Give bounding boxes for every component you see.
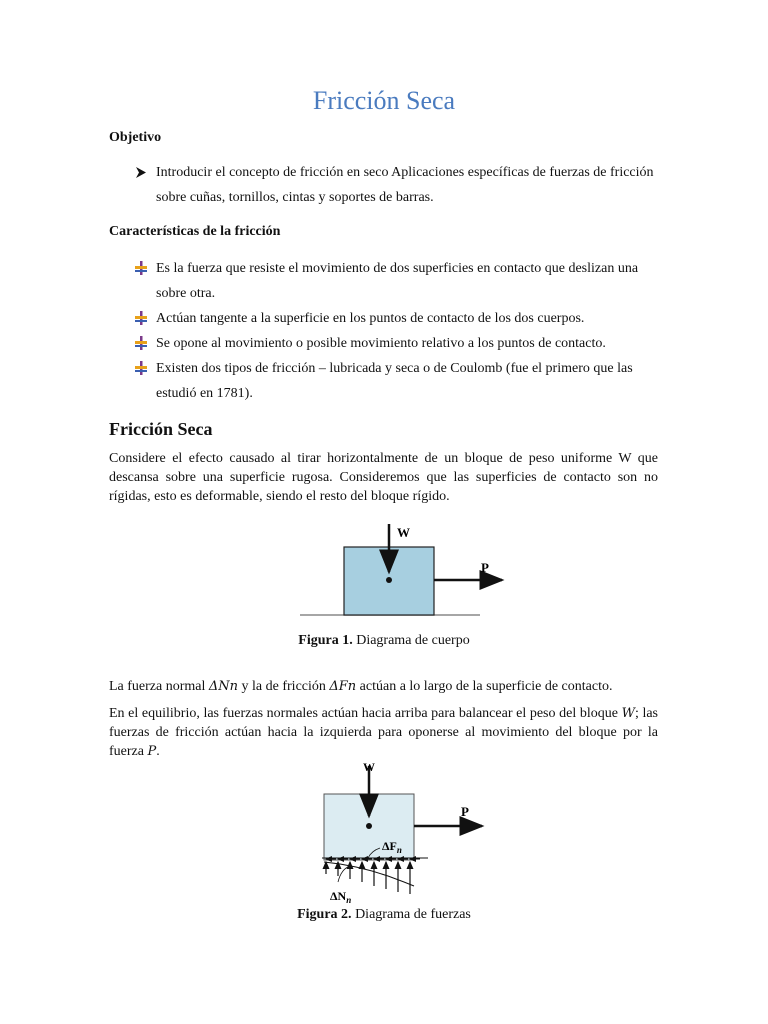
list-item [133,306,663,331]
objetivo-bullet-text: Introducir el concepto de fricción en seco Aplicaciones específicas de fuerzas de fricción sobre cuñas, tornillos, cintas y soportes de barras. [156,165,654,205]
label-delta-fn: $\Delta F_n$ [382,839,402,855]
page-title: Fricción Seca [312,86,456,115]
math-delta-fn: ΔFn [329,679,357,694]
math-w: W [621,706,635,721]
paragraph-intro: Considere el efecto causado al tirar horizontalmente de un bloque de peso uniforme W que descansa sobre una superficie rugosa. Consideremos que las superficies de contacto son no rígidas, esto es deformable, siendo el resto del bloque rígido. [109,451,658,504]
text-run: La fuerza normal [109,679,209,694]
cross-bullet-icon [133,356,149,381]
label-delta-nn: $\Delta N_n$ [330,889,352,905]
list-item [133,356,663,406]
figure-1-diagram [290,520,520,620]
list-item-text: Actúan tangente a la superficie en los puntos de contacto de los dos cuerpos. [156,311,585,326]
figure-1-caption [0,633,768,649]
cross-bullet-icon [133,256,149,281]
list-item [133,331,663,356]
arrowhead-bullet-icon [133,160,149,185]
figure-2-caption [0,907,768,923]
figure-2-caption-text: Diagrama de fuerzas [351,907,471,922]
list-item-text: Es la fuerza que resiste el movimiento de dos superficies en contacto que deslizan una sobre otra. [156,261,639,301]
figure-1-caption-text: Diagrama de cuerpo [352,633,470,648]
label-p: P [461,804,469,819]
cross-bullet-icon [133,306,149,331]
objetivo-heading: Objetivo [109,130,162,145]
objetivo-bullet [133,160,663,210]
label-p: P [481,560,489,575]
paragraph-equilibrium [109,704,658,761]
cross-bullet-icon [133,331,149,356]
caracteristicas-heading: Características de la fricción [109,224,281,239]
math-p: P [147,744,157,759]
center-dot [386,577,392,583]
label-w: W [363,760,375,774]
center-dot [366,823,372,829]
label-w: W [397,525,410,540]
list-item-text: Se opone al movimiento o posible movimiento relativo a los puntos de contacto. [156,336,606,351]
text-run: En el equilibrio, las fuerzas normales actúan hacia arriba para balancear el peso del bloque [109,706,622,721]
math-delta-nn: ΔNn [208,679,239,694]
figure-1-caption-label: Figura 1. [298,633,353,648]
text-run: y la de fricción [238,679,330,694]
paragraph-normal-force [109,677,658,696]
text-run: actúan a lo largo de la superficie de contacto. [356,679,613,694]
nn-leader [338,866,350,882]
figure-2-caption-label: Figura 2. [297,907,352,922]
section-heading: Fricción Seca [109,419,213,439]
text-run: ; las fuerzas de fricción actúan hacia la izquierda para oponerse al movimiento del bloque por la fuerza [109,706,658,759]
list-item [133,256,663,306]
list-item-text: Existen dos tipos de fricción – lubricada y seca o de Coulomb (fue el primero que las estudió en 1781). [156,361,633,401]
text-run: . [156,744,160,759]
figure-2-diagram [300,756,500,906]
